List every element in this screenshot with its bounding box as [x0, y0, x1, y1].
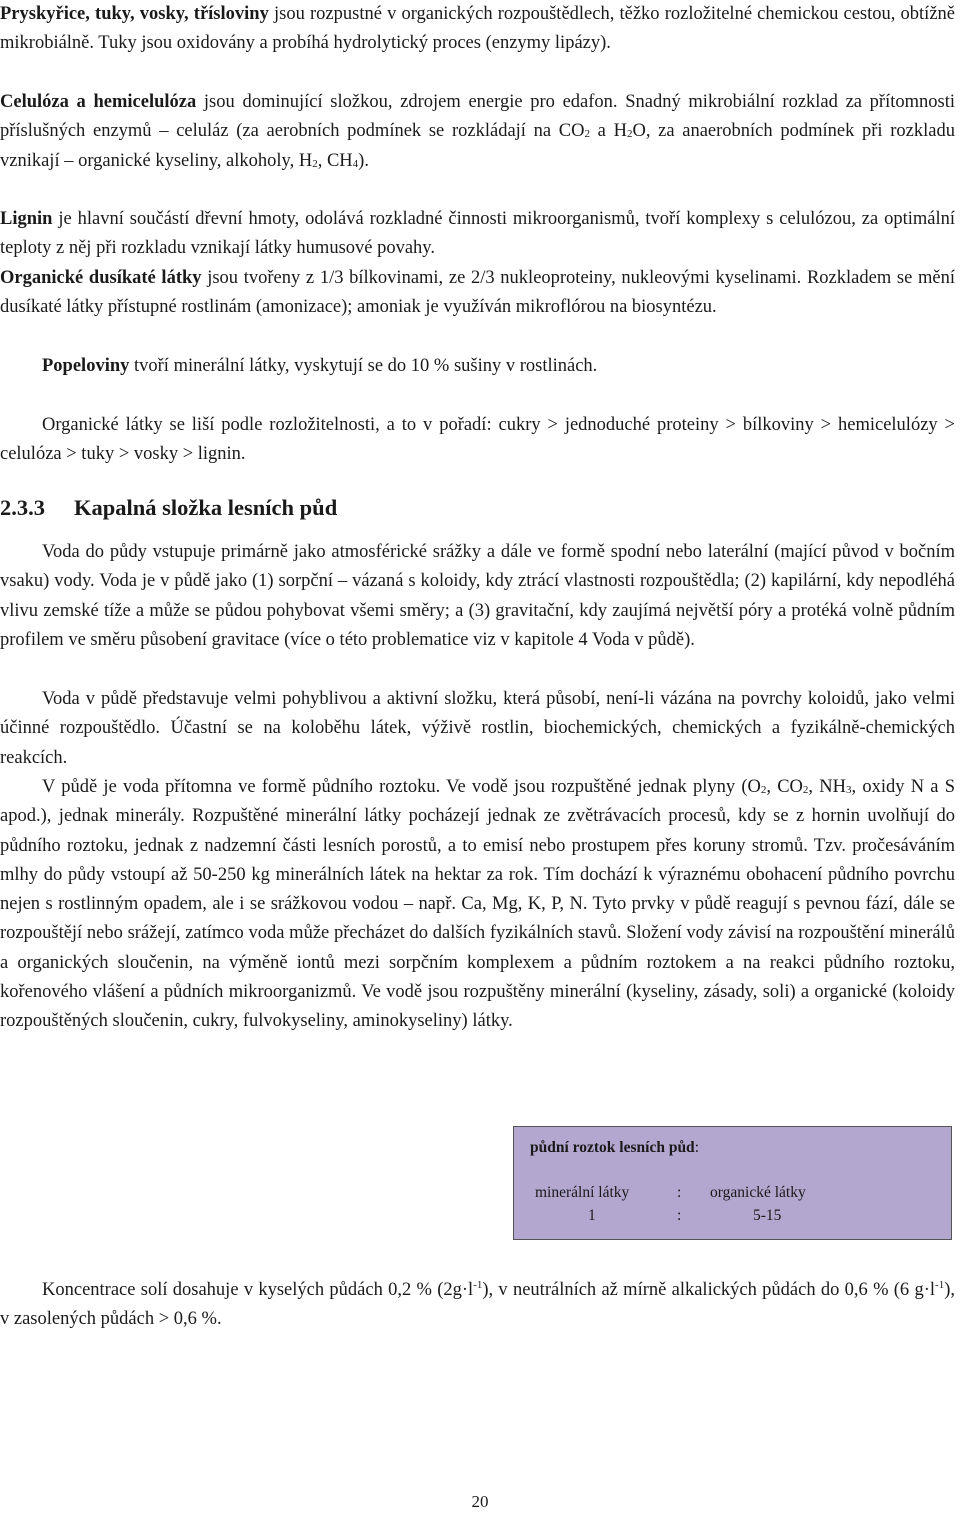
paragraph-resins: Pryskyřice, tuky, vosky, třísloviny jsou rozpustné v organických rozpouštědlech, těžko rozložitelné chemickou cestou, obtížně mikrobiálně. Tuky jsou oxidovány a probíhá hydrolytický proces (enzymy lipázy).: [0, 4, 955, 54]
paragraph-water-mobility: Voda v půdě představuje velmi pohyblivou a aktivní složku, která působí, není-li vázána na povrchy koloidů, jako velmi účinné rozpouštědlo. Účastní se na koloběhu látek, výživě rostlin, biochemických, chemických a fyzikálně-chemických reakcích.: [0, 689, 955, 768]
page-number: 20: [471, 1492, 489, 1511]
paragraph-ash: Popeloviny tvoří minerální látky, vyskytují se do 10 % sušiny v rostlinách.: [42, 356, 598, 376]
box-separator: :: [677, 1184, 682, 1201]
box-organic-value: 5-15: [753, 1207, 782, 1224]
paragraph-soil-solution: V půdě je voda přítomna ve formě půdního roztoku. Ve vodě jsou rozpuštěné jednak plyny ($O_2$, $CO_2$, $NH_3$, oxidy N a S apod.), jednak minerály. Rozpuštěné minerální látky pocházejí jednak ze zvětrávacích procesů, kdy se z hornin uvolňují do půdního roztoku, jednak z nadzemní části lesních porostů, a to emisí nebo prostupem přes koruny stromů. Tzv. pročesáváním mlhy do půdy vstoupí až 50-250 kg minerálních látek na hektar za rok. Tím dochází k výraznému obohacení půdního povrchu nejen s rostlinným opadem, ale i se srážkovou vodou – např. Ca, Mg, K, P, N. Tyto prvky v půdě reagují s pevnou fází, dále se rozpouštějí nebo srážejí, zatímco voda může přecházet do dalších fyzikálních stavů. Složení vody závisí na rozpouštění minerálů a organických sloučenin, na výměně iontů mezi sorpčním komplexem a půdním roztokem a na reakci půdního roztoku, kořenového vlášení a půdních mikroorganizmů. Ve vodě jsou rozpuštěny minerální (kyseliny, zásady, soli) a organické (koloidy rozpouštěných sloučenin, cukry, fulvokyseliny, aminokyseliny) látky.: [0, 777, 955, 1032]
term-resins: Pryskyřice, tuky, vosky, třísloviny: [0, 4, 269, 24]
box-mineral-header: minerální látky: [535, 1184, 630, 1201]
paragraph-lignin: Lignin je hlavní součástí dřevní hmoty, odolává rozkladné činnosti mikroorganismů, tvoří komplexy s celulózou, za optimální teploty z něj při rozkladu vznikají látky humusové povahy.: [0, 209, 955, 259]
paragraph-salt-concentration: Koncentrace solí dosahuje v kyselých půdách 0,2 % $(2g\cdot l^{-1})$, v neutrálních až mírně alkalických půdách do 0,6 % (6 $g\cdot l^{-1}$), v zasolených půdách > 0,6 %.: [0, 1279, 955, 1330]
box-caption: půdní roztok lesních půd:: [530, 1139, 699, 1156]
section-title: Kapalná složka lesních půd: [74, 495, 338, 520]
paragraph-decomposability-order: Organické látky se liší podle rozložitelnosti, a to v pořadí: cukry > jednoduché proteiny > bílkoviny > hemicelulózy > celulóza > tuky > vosky > lignin.: [0, 415, 955, 465]
box-mineral-value: 1: [588, 1207, 596, 1224]
section-number: 2.3.3: [0, 495, 45, 520]
term-ash: Popeloviny: [42, 356, 130, 376]
paragraph-cellulose: Celulóza a hemicelulóza jsou dominující složkou, zdrojem energie pro edafon. Snadný mikrobiální rozklad za přítomnosti příslušných enzymů – celuláz (za aerobních podmínek se rozkládají na $CO_2$ a $H_2O$, za anaerobních podmínek při rozkladu vznikají – organické kyseliny, alkoholy, $H_2$, $CH_4$).: [0, 92, 955, 171]
paragraph-nitrogen-substances: Organické dusíkaté látky jsou tvořeny z 1/3 bílkovinami, ze 2/3 nukleoproteiny, nukleovými kyselinami. Rozkladem se mění dusíkaté látky přístupné rostlinám (amonizace); amoniak je využíván mikroflórou na biosyntézu.: [0, 268, 955, 318]
term-lignin: Lignin: [0, 209, 53, 229]
box-organic-header: organické látky: [710, 1184, 806, 1201]
paragraph-water-intro: Voda do půdy vstupuje primárně jako atmosférické srážky a dále ve formě spodní nebo laterální (mající původ v bočním vsaku) vody. Voda je v půdě jako (1) sorpční – vázaná s koloidy, kdy ztrácí vlastnosti rozpouštědla; (2) kapilární, kdy nepodléhá vlivu zemské tíže a může se půdou pohybovat všemi směry; a (3) gravitační, kdy zaujímá největší póry a protéká volně půdním profilem ve směru působení gravitace (více o této problematice viz v kapitole 4 Voda v půdě).: [0, 542, 955, 650]
soil-solution-ratio-box: [513, 1126, 952, 1240]
term-cellulose: Celulóza a hemicelulóza: [0, 92, 197, 112]
term-nitrogen-substances: Organické dusíkaté látky: [0, 268, 202, 288]
section-heading: [0, 493, 337, 523]
box-separator: :: [677, 1207, 682, 1224]
